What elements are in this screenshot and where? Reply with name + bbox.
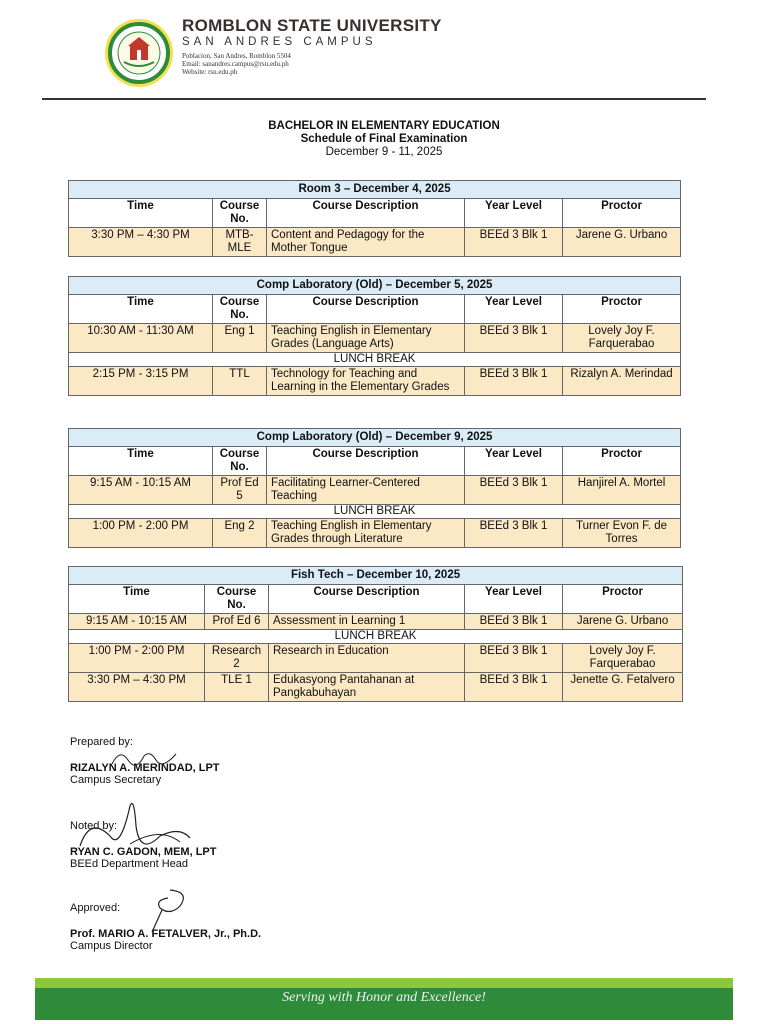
cell-proctor: Jarene G. Urbano: [563, 228, 681, 257]
exam-dates: December 9 - 11, 2025: [325, 146, 443, 158]
university-seal-icon: [104, 18, 174, 88]
cell-time: 3:30 PM – 4:30 PM: [69, 673, 205, 702]
schedule-table-2: [68, 276, 681, 396]
prepared-by-name: RIZALYN A. MERINDAD, LPT: [70, 762, 220, 774]
cell-course-no: Research 2: [205, 644, 269, 673]
header-divider: [42, 98, 706, 100]
cell-proctor: Lovely Joy F. Farquerabao: [563, 644, 683, 673]
cell-description: Teaching English in Elementary Grades (Language Arts): [267, 324, 465, 353]
cell-year-level: BEEd 3 Blk 1: [465, 644, 563, 673]
cell-course-no: TLE 1: [205, 673, 269, 702]
col-header-description: Course Description: [267, 295, 465, 324]
cell-course-no: Prof Ed 6: [205, 614, 269, 630]
campus-email: Email: sanandres.campus@rsu.edu.ph: [182, 60, 289, 68]
schedule-table-1: [68, 180, 681, 257]
col-header-year-level: Year Level: [465, 585, 563, 614]
col-header-description: Course Description: [269, 585, 465, 614]
prepared-by-label: Prepared by:: [70, 736, 133, 748]
lunch-break-row: LUNCH BREAK: [69, 505, 681, 519]
cell-description: Assessment in Learning 1: [269, 614, 465, 630]
cell-time: 10:30 AM - 11:30 AM: [69, 324, 213, 353]
cell-year-level: BEEd 3 Blk 1: [465, 519, 563, 548]
lunch-break-row: LUNCH BREAK: [69, 353, 681, 367]
col-header-course-no: Course No.: [213, 295, 267, 324]
col-header-time: Time: [69, 295, 213, 324]
campus-website: Website: rsu.edu.ph: [182, 68, 238, 76]
cell-proctor: Turner Evon F. de Torres: [563, 519, 681, 548]
col-header-description: Course Description: [267, 199, 465, 228]
university-name: ROMBLON STATE UNIVERSITY: [182, 16, 442, 35]
cell-time: 2:15 PM - 3:15 PM: [69, 367, 213, 396]
cell-year-level: BEEd 3 Blk 1: [465, 673, 563, 702]
cell-proctor: Rizalyn A. Merindad: [563, 367, 681, 396]
col-header-proctor: Proctor: [563, 199, 681, 228]
cell-proctor: Jenette G. Fetalvero: [563, 673, 683, 702]
noted-by-label: Noted by:: [70, 820, 118, 832]
cell-course-no: Prof Ed 5: [213, 476, 267, 505]
col-header-course-no: Course No.: [213, 447, 267, 476]
cell-description: Facilitating Learner-Centered Teaching: [267, 476, 465, 505]
cell-year-level: BEEd 3 Blk 1: [465, 324, 563, 353]
footer-accent-stripe: [35, 978, 733, 988]
cell-course-no: Eng 1: [213, 324, 267, 353]
lunch-break-row: LUNCH BREAK: [69, 630, 683, 644]
table-row: [69, 614, 683, 630]
signature-scribble-icon: [110, 746, 180, 770]
footer-banner: [35, 978, 733, 1024]
document-titles: [0, 120, 768, 158]
approved-by-name: Prof. MARIO A. FETALVER, Jr., Ph.D.: [70, 928, 262, 940]
col-header-course-no: Course No.: [205, 585, 269, 614]
cell-time: 9:15 AM - 10:15 AM: [69, 614, 205, 630]
col-header-time: Time: [69, 585, 205, 614]
cell-description: Technology for Teaching and Learning in the Elementary Grades: [267, 367, 465, 396]
col-header-proctor: Proctor: [563, 295, 681, 324]
cell-time: 1:00 PM - 2:00 PM: [69, 644, 205, 673]
footer-slogan: Serving with Honor and Excellence!: [282, 990, 486, 1005]
table-row: [69, 673, 683, 702]
cell-year-level: BEEd 3 Blk 1: [465, 614, 563, 630]
table-row: [69, 519, 681, 548]
col-header-year-level: Year Level: [465, 447, 563, 476]
cell-proctor: Hanjirel A. Mortel: [563, 476, 681, 505]
cell-description: Content and Pedagogy for the Mother Tongue: [267, 228, 465, 257]
col-header-time: Time: [69, 447, 213, 476]
cell-course-no: TTL: [213, 367, 267, 396]
cell-time: 9:15 AM - 10:15 AM: [69, 476, 213, 505]
signature-scribble-icon: [140, 886, 200, 936]
table-row: [69, 476, 681, 505]
col-header-description: Course Description: [267, 447, 465, 476]
table-row: [69, 228, 681, 257]
table-caption: Fish Tech – December 10, 2025: [69, 567, 683, 585]
table-caption: Room 3 – December 4, 2025: [69, 181, 681, 199]
table-caption: Comp Laboratory (Old) – December 9, 2025: [69, 429, 681, 447]
noted-by-title: BEEd Department Head: [70, 858, 189, 870]
document-title: Schedule of Final Examination: [300, 133, 468, 145]
table-row: [69, 367, 681, 396]
table-row: [69, 324, 681, 353]
cell-description: Research in Education: [269, 644, 465, 673]
col-header-year-level: Year Level: [465, 199, 563, 228]
prepared-by-title: Campus Secretary: [70, 774, 162, 786]
cell-proctor: Lovely Joy F. Farquerabao: [563, 324, 681, 353]
cell-proctor: Jarene G. Urbano: [563, 614, 683, 630]
approved-by-title: Campus Director: [70, 940, 153, 952]
col-header-time: Time: [69, 199, 213, 228]
cell-description: Teaching English in Elementary Grades through Literature: [267, 519, 465, 548]
letterhead: [104, 14, 704, 94]
cell-time: 3:30 PM – 4:30 PM: [69, 228, 213, 257]
cell-year-level: BEEd 3 Blk 1: [465, 228, 563, 257]
table-row: [69, 644, 683, 673]
col-header-course-no: Course No.: [213, 199, 267, 228]
col-header-year-level: Year Level: [465, 295, 563, 324]
cell-year-level: BEEd 3 Blk 1: [465, 367, 563, 396]
signature-scribble-icon: [70, 796, 210, 866]
col-header-proctor: Proctor: [563, 585, 683, 614]
schedule-table-3: [68, 428, 681, 548]
cell-year-level: BEEd 3 Blk 1: [465, 476, 563, 505]
campus-address: Poblacion, San Andres, Romblon 5504: [182, 52, 291, 60]
schedule-table-4: [68, 566, 683, 702]
table-caption: Comp Laboratory (Old) – December 5, 2025: [69, 277, 681, 295]
cell-description: Edukasyong Pantahanan at Pangkabuhayan: [269, 673, 465, 702]
program-title: BACHELOR IN ELEMENTARY EDUCATION: [268, 120, 500, 132]
approved-by-label: Approved:: [70, 902, 121, 914]
campus-name: SAN ANDRES CAMPUS: [182, 36, 377, 48]
col-header-proctor: Proctor: [563, 447, 681, 476]
cell-course-no: Eng 2: [213, 519, 267, 548]
noted-by-name: RYAN C. GADON, MEM, LPT: [70, 846, 217, 858]
cell-time: 1:00 PM - 2:00 PM: [69, 519, 213, 548]
cell-course-no: MTB-MLE: [213, 228, 267, 257]
